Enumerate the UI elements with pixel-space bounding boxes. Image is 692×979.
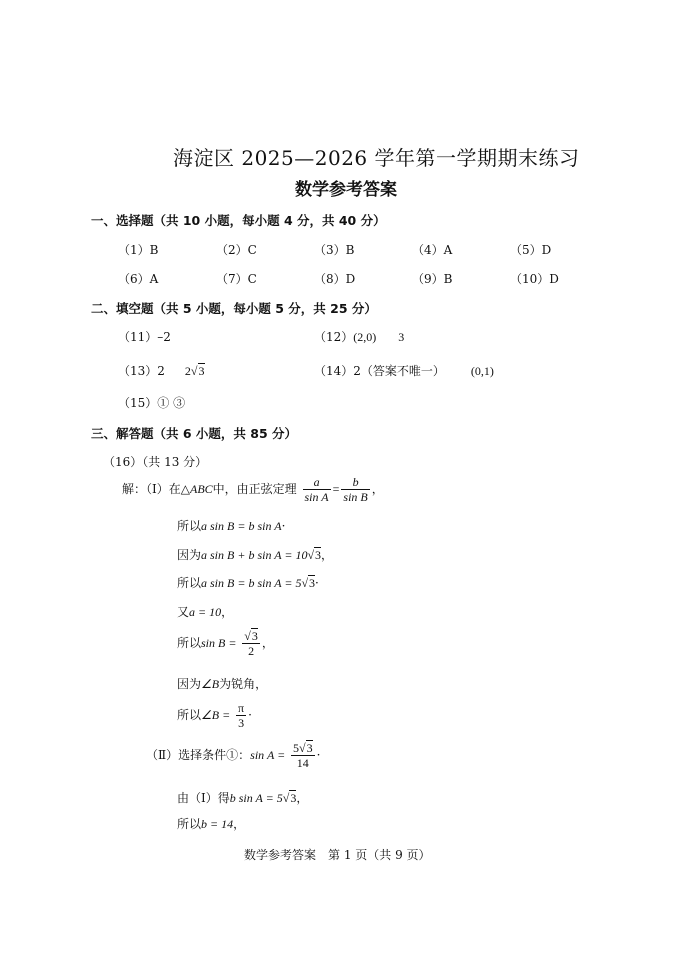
choice-item: （3）B: [314, 243, 355, 257]
choice-item: （5）D: [510, 243, 552, 257]
fraction-pi-over-3: $\frac{\pi}{3}$: [238, 701, 245, 730]
fill-answer-15: （15）① ③: [118, 396, 186, 410]
choice-item: （4）A: [412, 243, 453, 257]
choice-item: （10）D: [510, 272, 559, 286]
page-subtitle: 数学参考答案: [295, 180, 397, 200]
section-fill-heading: 二、填空题（共 5 小题，每小题 5 分，共 25 分）: [91, 301, 377, 316]
page-footer: 数学参考答案 第 1 页（共 9 页）: [244, 848, 431, 862]
fill-answer-12: （12）(2,0) 3: [314, 330, 405, 344]
section-solve-heading: 三、解答题（共 6 小题，共 85 分）: [91, 426, 298, 441]
choice-item: （8）D: [314, 272, 356, 286]
fraction-5sqrt3-over-14: $\frac{5√3}{14}$: [293, 741, 313, 770]
q16-line-1: 所以a sin B = b sin A·: [177, 519, 286, 533]
q16-part2-lead: （Ⅱ）选择条件①：sin A = $\frac{5√3}{14}$ ·: [146, 741, 321, 770]
choice-item: （2）C: [216, 243, 257, 257]
q16-part1-lead: 解：（Ⅰ）在△ABC中，由正弦定理 $\frac{a}{\text{sin A}}$ = $\frac{b}{\text{sin B}}$ ，: [122, 475, 384, 504]
q16-line-6: 因为∠B为锐角，: [177, 677, 268, 691]
q16-part2-line-3: 所以b = 14，: [177, 817, 246, 831]
q16-part2-line-2: 由（Ⅰ）得b sin A = 5√3，: [177, 791, 309, 805]
choice-item: （1）B: [118, 243, 159, 257]
choice-item: （9）B: [412, 272, 453, 286]
question-16-header: （16）（共 13 分）: [103, 455, 208, 469]
fraction-a-over-sinA: $\frac{a}{\text{sin A}}$: [304, 475, 329, 504]
fraction-b-over-sinB: $\frac{b}{\text{sin B}}$: [343, 475, 368, 504]
q16-line-7: 所以∠B = $\frac{\pi}{3}$ ·: [177, 701, 252, 730]
choice-item: （6）A: [118, 272, 159, 286]
fraction-sqrt3-over-2: $\frac{√3}{2}$: [244, 629, 258, 658]
q16-line-4: 又a = 10，: [177, 605, 234, 619]
section-choice-heading: 一、选择题（共 10 小题，每小题 4 分，共 40 分）: [91, 213, 386, 228]
q16-line-2: 因为a sin B + b sin A = 10√3，: [177, 548, 334, 562]
q16-line-5: 所以sin B = $\frac{√3}{2}$ ，: [177, 629, 274, 658]
page-title: 海淀区 2025—2026 学年第一学期期末练习: [173, 146, 580, 170]
q16-line-3: 所以a sin B = b sin A = 5√3·: [177, 576, 319, 590]
fill-answer-13: （13）2 2√3: [118, 364, 205, 378]
choice-item: （7）C: [216, 272, 257, 286]
fill-answer-11: （11）–2: [118, 330, 171, 344]
fill-answer-14: （14）2（答案不唯一） (0,1): [314, 364, 494, 378]
